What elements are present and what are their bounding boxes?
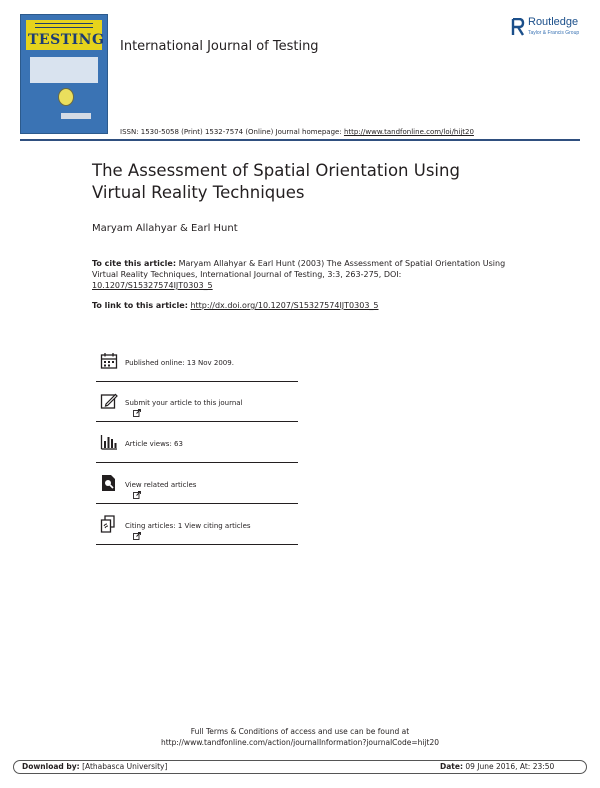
submit-article-label: Submit your article to this journal: [125, 399, 243, 407]
article-link-block: [92, 301, 379, 310]
info-row-related[interactable]: [96, 464, 298, 504]
cover-logo-icon: [58, 88, 74, 106]
info-row-views: [96, 423, 298, 463]
article-doi-url[interactable]: http://dx.doi.org/10.1207/S15327574IJT0303_5: [190, 301, 379, 310]
publisher-name: Routledge: [528, 16, 579, 28]
cite-text: Maryam Allahyar & Earl Hunt (2003) The Assessment of Spatial Orientation Using Virtual Reality Techniques, International Journal of Testing, 3:3, 263-275, DOI:: [92, 259, 506, 279]
downloaded-by-value: [Athabasca University]: [82, 762, 168, 771]
cover-subtitle-panel: [30, 57, 98, 83]
journal-cover: [20, 14, 108, 134]
doi-link[interactable]: 10.1207/S15327574IJT0303_5: [92, 281, 213, 290]
related-articles-link[interactable]: [125, 481, 196, 489]
link-label: To link to this article:: [92, 301, 188, 310]
article-views-text: Article views: 63: [125, 440, 183, 448]
publisher-tagline: Taylor & Francis Group: [528, 30, 580, 36]
citing-articles-label: Citing articles: 1 View citing articles: [125, 522, 251, 530]
cover-title: TESTING: [28, 32, 105, 48]
citation-block: [92, 258, 522, 291]
bar-chart-icon: [100, 433, 118, 451]
info-row-submit[interactable]: [96, 382, 298, 422]
calendar-icon: [100, 352, 118, 370]
article-title: The Assessment of Spatial Orientation Using Virtual Reality Techniques: [92, 161, 460, 202]
external-link-icon: [133, 532, 141, 540]
article-authors: Maryam Allahyar & Earl Hunt: [92, 223, 238, 234]
downloaded-by: [22, 762, 167, 771]
submit-article-link[interactable]: [125, 399, 243, 407]
issn-line: [120, 128, 474, 136]
routledge-logo-icon: [511, 18, 525, 36]
search-document-icon: [100, 474, 118, 492]
journal-homepage-link[interactable]: http://www.tandfonline.com/loi/hijt20: [343, 128, 474, 136]
download-date-value: 09 June 2016, At: 23:50: [465, 762, 555, 771]
info-row-citing[interactable]: [96, 505, 298, 545]
terms-line: Full Terms & Conditions of access and use can be found at: [190, 727, 410, 736]
issn-text: ISSN: 1530-5058 (Print) 1532-7574 (Online) Journal homepage:: [120, 128, 344, 136]
related-articles-label: View related articles: [125, 481, 197, 489]
citing-documents-icon: [100, 515, 118, 533]
external-link-icon: [133, 409, 141, 417]
published-online-text: Published online: 13 Nov 2009.: [125, 359, 234, 367]
cite-label: To cite this article:: [92, 259, 177, 268]
terms-footer: [0, 726, 600, 748]
header-divider: [20, 139, 580, 141]
external-link-icon: [133, 491, 141, 499]
citing-articles-link[interactable]: [125, 522, 251, 530]
download-date-label: Date:: [440, 762, 463, 771]
info-row-published: [96, 342, 298, 382]
terms-url[interactable]: http://www.tandfonline.com/action/journalInformation?journalCode=hijt20: [160, 738, 440, 747]
journal-name: International Journal of Testing: [120, 39, 319, 54]
download-date: [440, 762, 554, 771]
edit-icon: [100, 392, 118, 410]
downloaded-by-label: Download by:: [22, 762, 80, 771]
